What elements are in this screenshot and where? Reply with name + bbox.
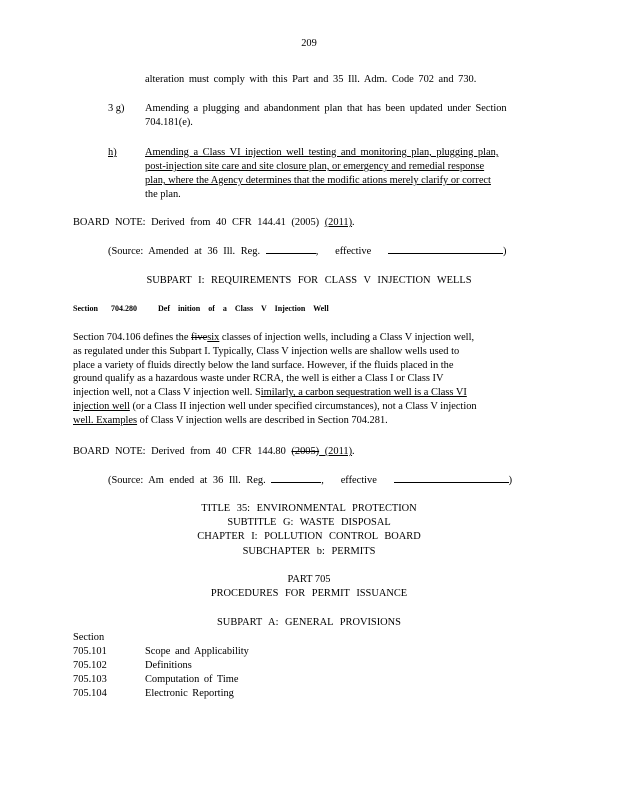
item-h-line-3: plan, where the Agency determines that the modific ations merely clarify or correct [145, 175, 491, 186]
part-number: PART 705 [287, 574, 331, 585]
body-line-6: injection well (or a Class II injection well under specified circumstances), not a Class V injection [73, 400, 477, 412]
board-note-2-end: . [352, 446, 355, 457]
item-g-line-2: 704.181(e). [145, 117, 193, 128]
source-2-effective: effective [340, 475, 377, 486]
toc-header: Section [73, 632, 105, 643]
board-note-1-text: BOARD NOTE: Derived from 40 CFR 144.41 (2005) [73, 217, 325, 228]
title-line: TITLE 35: ENVIRONMENTAL PROTECTION [201, 503, 417, 514]
alteration-paragraph: alteration must comply with this Part and 35 Ill. Adm. Code 702 and 730. [145, 74, 477, 85]
source-line-2 [108, 474, 512, 487]
struck-word-five: five [191, 332, 208, 343]
body-line-1: Section 704.106 defines the fivesix classes of injection wells, including a Class V injection well, [73, 332, 475, 343]
body-line-7: well. Examples of Class V injection wells are described in Section 704.281. [73, 414, 388, 426]
body-line-5: injection well, not a Class V injection well. Similarly, a carbon sequestration well is a Class VI [73, 387, 467, 399]
board-note-1-added-year: (2011) [324, 217, 353, 228]
body-line-2: as regulated under this Subpart I. Typically, Class V injection wells are shallow wells used to [73, 345, 460, 357]
source-1-prefix: (Source: Amended at 36 Ill. Reg. [108, 246, 261, 257]
source-1-effective-blank [388, 253, 503, 254]
board-note-1-end: . [352, 217, 355, 228]
board-note-2 [73, 445, 355, 458]
section-number: 704.280 [111, 304, 137, 313]
toc-row-number: 705.103 [73, 674, 107, 685]
item-h-line-4: the plan. [145, 189, 181, 200]
board-note-2-added-year: (2011) [319, 446, 353, 457]
source-1-close: ) [503, 246, 507, 257]
source-2-effective-blank [394, 482, 509, 483]
toc-row-title: Definitions [145, 660, 192, 671]
toc-row-number: 705.101 [73, 646, 107, 657]
toc-row-title: Computation of Time [145, 674, 239, 685]
item-h-line-1: Amending a Class VI injection well testing and monitoring plan, plugging plan, [145, 147, 499, 158]
subtitle-line: SUBTITLE G: WASTE DISPOSAL [227, 517, 391, 528]
source-2-register-blank [271, 482, 321, 483]
added-word-six: six [207, 332, 220, 343]
body-paragraph [73, 331, 535, 428]
toc-row-number: 705.102 [73, 660, 107, 671]
part-name: PROCEDURES FOR PERMIT ISSUANCE [210, 588, 408, 599]
subchapter-line: SUBCHAPTER b: PERMITS [242, 546, 376, 557]
board-note-2-text: BOARD NOTE: Derived from 40 CFR 144.80 [73, 446, 292, 457]
chapter-line: CHAPTER I: POLLUTION CONTROL BOARD [197, 531, 421, 542]
item-h-label: h) [108, 147, 117, 158]
source-2-comma: , [321, 475, 324, 486]
page-number: 209 [301, 38, 317, 49]
body-line-3: place a variety of fluids directly below the land surface. However, if the fluids placed in the [73, 359, 454, 371]
toc-row-title: Electronic Reporting [145, 688, 234, 699]
board-note-2-struck-year: (2005) [291, 446, 320, 457]
added-carbon-sequestration-text: imilarly, a carbon sequestration well is a Class VI [260, 387, 467, 399]
subpart-a-heading: SUBPART A: GENERAL PROVISIONS [217, 617, 401, 628]
source-1-effective: effective [335, 246, 372, 257]
section-title: Def inition of a Class V Injection Well [158, 304, 329, 313]
board-note-1 [73, 216, 355, 229]
item-g-line-1: Amending a plugging and abandonment plan that has been updated under Section [145, 103, 507, 114]
subpart-i-heading: SUBPART I: REQUIREMENTS FOR CLASS V INJECTION WELLS [146, 275, 472, 286]
body-line-4: ground qualify as a hazardous waste under RCRA, the well is either a Class I or Class IV [73, 373, 444, 385]
source-1-comma: , [315, 246, 319, 257]
source-2-close: ) [508, 475, 513, 486]
item-h-line-2: post-injection site care and site closure plan, or emergency and remedial response [145, 161, 485, 172]
item-g-label: 3 g) [108, 103, 125, 114]
source-line-1 [108, 245, 507, 258]
toc-row-title: Scope and Applicability [145, 646, 249, 657]
source-2-prefix: (Source: Am ended at 36 Ill. Reg. [108, 475, 266, 486]
source-1-register-blank [266, 253, 316, 254]
section-label: Section [73, 304, 98, 313]
toc-row-number: 705.104 [73, 688, 107, 699]
